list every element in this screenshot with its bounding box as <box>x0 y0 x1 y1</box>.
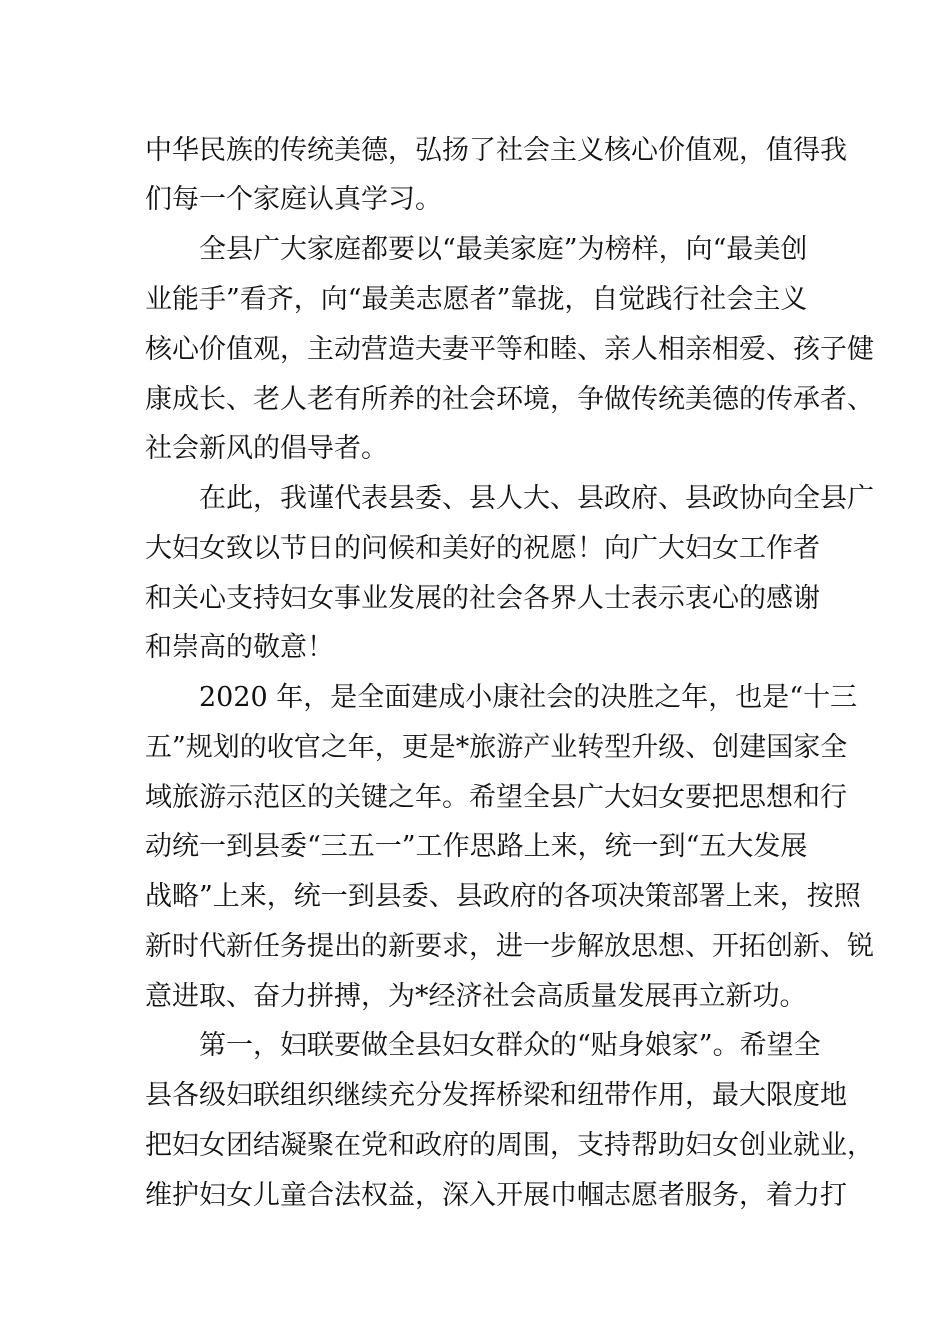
text-line: 战略”上来，统一到县委、县政府的各项决策部署上来，按照 <box>145 881 861 912</box>
text-line: 们每一个家庭认真学习。 <box>145 184 442 215</box>
text-line: 县各级妇联组织继续充分发挥桥梁和纽带作用，最大限度地 <box>145 1080 847 1111</box>
text-line: 意进取、奋力拼搏，为*经济社会高质量发展再立新功。 <box>145 981 807 1012</box>
text-line: 把妇女团结凝聚在党和政府的周围，支持帮助妇女创业就业， <box>145 1130 874 1161</box>
text-line: 核心价值观，主动营造夫妻平等和睦、亲人相亲相爱、孩子健 <box>145 334 874 365</box>
text-line: 社会新风的倡导者。 <box>145 433 388 464</box>
text-line: 和崇高的敬意！ <box>145 632 334 663</box>
text-line: 康成长、老人老有所养的社会环境，争做传统美德的传承者、 <box>145 384 874 415</box>
text-line: 2020 年，是全面建成小康社会的决胜之年，也是“十三 <box>199 682 858 713</box>
text-line: 业能手”看齐，向“最美志愿者”靠拢，自觉践行社会主义 <box>145 284 808 315</box>
text-line: 中华民族的传统美德，弘扬了社会主义核心价值观，值得我 <box>145 135 847 166</box>
text-line: 维护妇女儿童合法权益，深入开展巾帼志愿者服务，着力打 <box>145 1180 847 1211</box>
text-line: 域旅游示范区的关键之年。希望全县广大妇女要把思想和行 <box>145 782 847 813</box>
text-line: 第一，妇联要做全县妇女群众的“贴身娘家”。希望全 <box>199 1030 821 1061</box>
text-line: 在此，我谨代表县委、县人大、县政府、县政协向全县广 <box>199 483 874 514</box>
text-line: 全县广大家庭都要以“最美家庭”为榜样，向“最美创 <box>199 234 808 265</box>
text-line: 动统一到县委“三五一”工作思路上来，统一到“五大发展 <box>145 831 808 862</box>
text-line: 和关心支持妇女事业发展的社会各界人士表示衷心的感谢 <box>145 583 820 614</box>
text-line: 五”规划的收官之年，更是*旅游产业转型升级、创建国家全 <box>145 732 848 763</box>
text-line: 大妇女致以节日的问候和美好的祝愿！向广大妇女工作者 <box>145 533 820 564</box>
text-line: 新时代新任务提出的新要求，进一步解放思想、开拓创新、锐 <box>145 931 874 962</box>
